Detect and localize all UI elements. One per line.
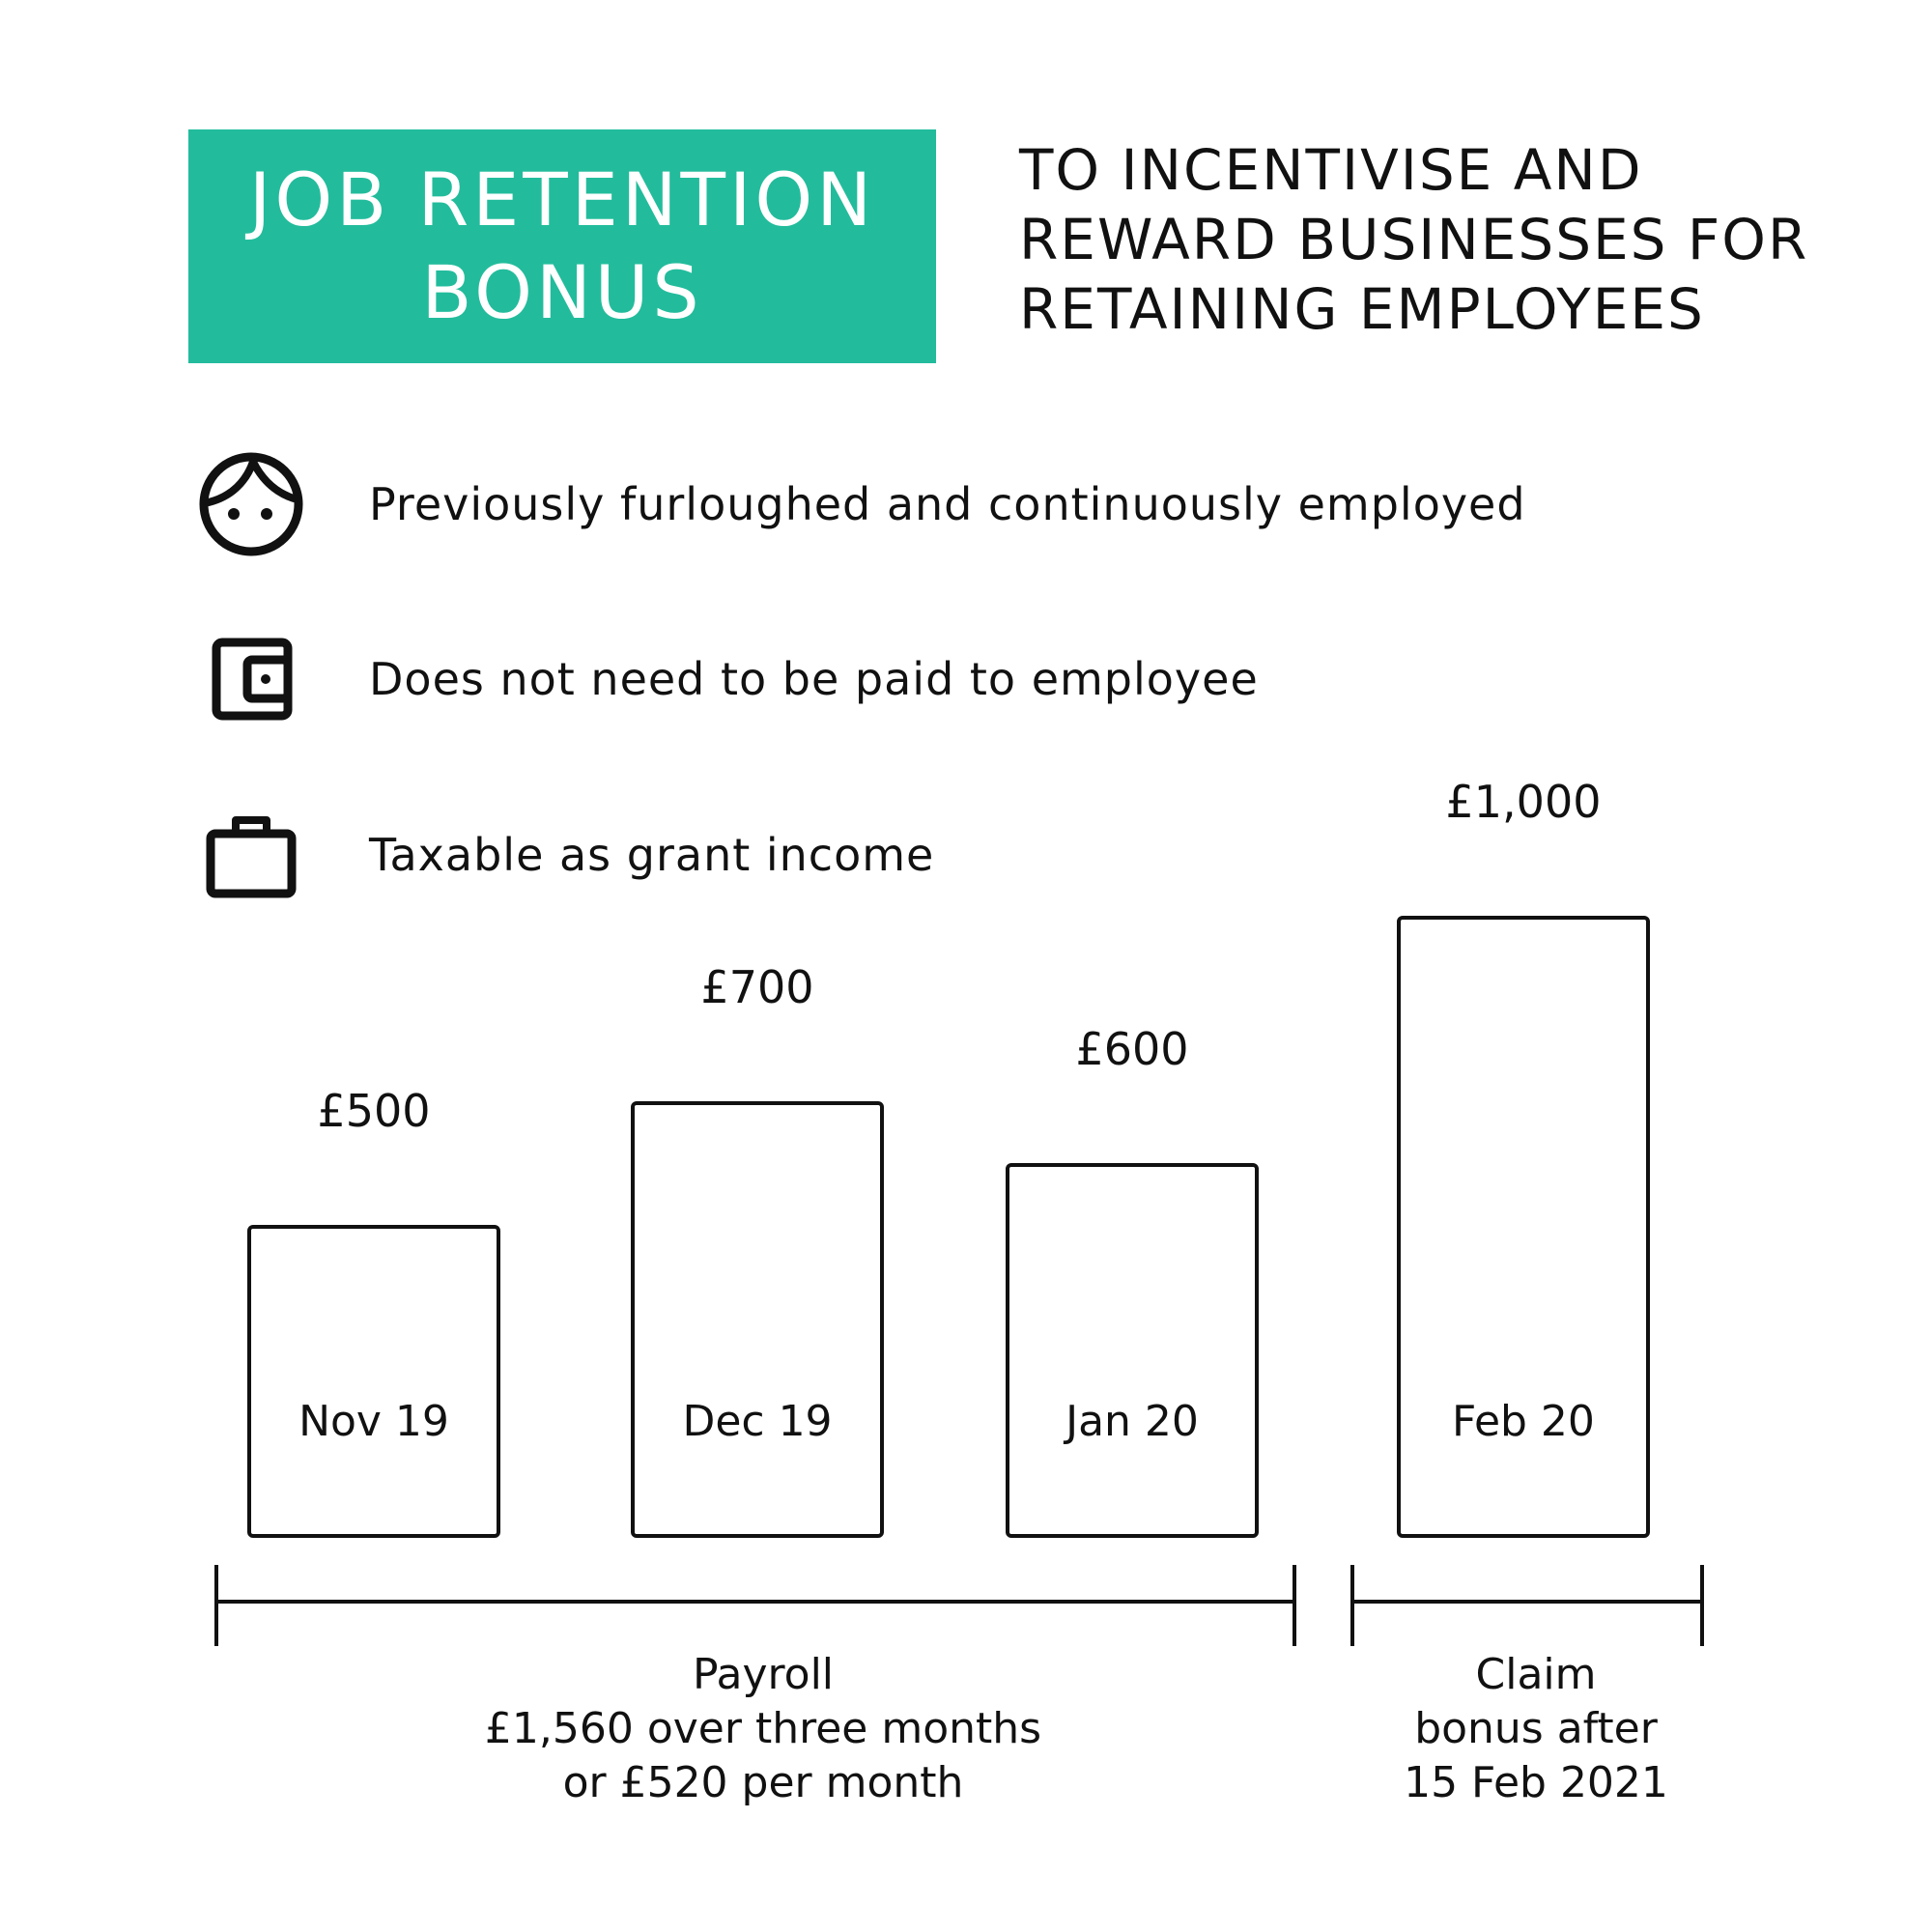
title-line-2: BONUS — [421, 249, 703, 335]
category-label-4: Feb 20 — [1452, 1397, 1595, 1446]
subtitle-line-1: TO INCENTIVISE AND — [1019, 137, 1643, 203]
subtitle-line-2: REWARD BUSINESSES FOR — [1019, 207, 1809, 272]
bar-2 — [633, 1103, 882, 1536]
annotation-1-line-3: or £520 per month — [562, 1758, 964, 1807]
annotation-2-line-3: 15 Feb 2021 — [1404, 1758, 1668, 1807]
subtitle-line-3: RETAINING EMPLOYEES — [1019, 276, 1705, 342]
title-line-1: JOB RETENTION — [248, 156, 876, 242]
bar-3 — [1008, 1165, 1257, 1536]
annotation-2-line-1: Claim — [1475, 1650, 1597, 1699]
bar-value-label-3: £600 — [1075, 1023, 1189, 1075]
category-label-1: Nov 19 — [298, 1397, 449, 1446]
bar-value-label-4: £1,000 — [1445, 776, 1602, 828]
bar-value-label-1: £500 — [317, 1085, 431, 1137]
annotation-1-line-1: Payroll — [692, 1650, 835, 1699]
feature-text-taxable: Taxable as grant income — [369, 829, 935, 881]
category-label-3: Jan 20 — [1065, 1397, 1199, 1446]
bar-1 — [249, 1227, 498, 1536]
feature-text-furloughed: Previously furloughed and continuously employed — [369, 478, 1526, 530]
category-label-2: Dec 19 — [682, 1397, 833, 1446]
bar-value-label-2: £700 — [700, 961, 814, 1013]
feature-text-not-paid: Does not need to be paid to employee — [369, 653, 1259, 705]
annotation-1-line-2: £1,560 over three months — [484, 1704, 1042, 1753]
annotation-2-line-2: bonus after — [1414, 1704, 1658, 1753]
